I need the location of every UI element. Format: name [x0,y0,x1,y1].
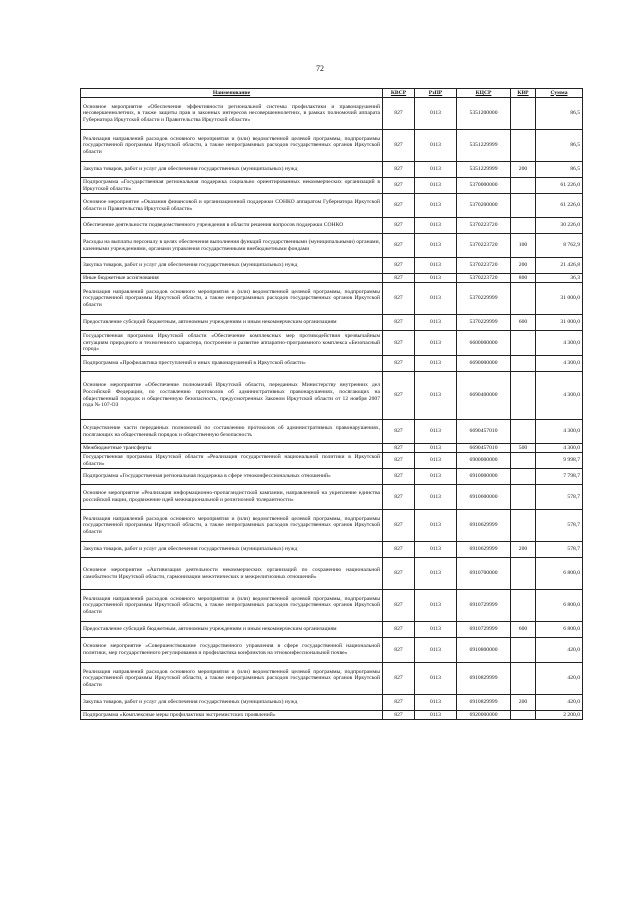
cell-kvsr: 827 [383,663,415,695]
cell-name: Обеспечение деятельности подведомственного учреждения в области решения вопросов поддержки СОНКО [81,218,383,234]
cell-kcsr: 5351200000 [457,98,511,130]
table-row [81,485,583,510]
table-row [81,542,583,558]
cell-kvr [511,510,536,542]
table-row [81,420,583,444]
cell-kvsr: 827 [383,274,415,283]
cell-rzpr: 0113 [415,453,457,469]
cell-kvsr: 827 [383,178,415,194]
cell-kcsr: 6910729999 [457,622,511,638]
cell-kvsr: 827 [383,194,415,218]
table-row [81,695,583,711]
col-header-rzpr: РзПР [415,89,457,98]
cell-kvsr: 827 [383,590,415,622]
cell-name: Подпрограмма «Государственная региональная поддержка в сфере этноконфессиональных отношений» [81,469,383,485]
cell-sum: 30 226,0 [536,218,583,234]
cell-name: Закупка товаров, работ и услуг для обеспечения государственных (муниципальных) нужд [81,542,383,558]
cell-kcsr: 6690400000 [457,372,511,420]
table-row [81,444,583,453]
cell-kvr [511,356,536,372]
cell-sum: 6 800,0 [536,558,583,590]
cell-kcsr: 6920000000 [457,711,511,720]
cell-kvsr: 827 [383,258,415,274]
cell-kvsr: 827 [383,218,415,234]
cell-kvr: 200 [511,162,536,178]
cell-kcsr: 5370229999 [457,283,511,315]
cell-rzpr: 0113 [415,178,457,194]
cell-sum: 7 798,7 [536,469,583,485]
cell-rzpr: 0113 [415,98,457,130]
table-row [81,283,583,315]
cell-rzpr: 0113 [415,258,457,274]
cell-rzpr: 0113 [415,162,457,178]
cell-rzpr: 0113 [415,372,457,420]
cell-name: Предоставление субсидий бюджетным, автономным учреждениям и иным некоммерческим организациям [81,622,383,638]
col-header-kcsr: КЦСР [457,89,511,98]
cell-kcsr: 6910629999 [457,542,511,558]
cell-kcsr: 5370223720 [457,218,511,234]
cell-kvr [511,194,536,218]
cell-name: Основное мероприятие «Активизация деятельности некоммерческих организаций по сохранению национальной самобытности Иркутской области, гармонизации межэтнических и межрелигиозных отношений» [81,558,383,590]
table-row [81,453,583,469]
cell-kvr [511,130,536,162]
cell-rzpr: 0113 [415,130,457,162]
cell-kvr [511,218,536,234]
cell-kvr [511,558,536,590]
cell-kvsr: 827 [383,331,415,356]
cell-sum: 420,0 [536,695,583,711]
cell-sum: 420,0 [536,638,583,663]
cell-kvsr: 827 [383,420,415,444]
cell-sum: 9 998,7 [536,453,583,469]
cell-kcsr: 5370223720 [457,258,511,274]
cell-kvr: 500 [511,444,536,453]
cell-kcsr: 5370223720 [457,234,511,258]
cell-name: Предоставление субсидий бюджетным, автономным учреждениям и иным некоммерческим организациям [81,315,383,331]
cell-name: Подпрограмма «Комплексные меры профилактики экстремистских проявлений» [81,711,383,720]
cell-kvsr: 827 [383,315,415,331]
cell-sum: 36,3 [536,274,583,283]
cell-sum: 8 762,9 [536,234,583,258]
table-row [81,372,583,420]
cell-rzpr: 0113 [415,663,457,695]
cell-sum: 4 300,0 [536,331,583,356]
cell-kvsr: 827 [383,695,415,711]
cell-kvr [511,98,536,130]
cell-kvsr: 827 [383,622,415,638]
cell-name: Основное мероприятие «Оказания финансовой и организационной поддержки СОНКО аппаратом Губернатора Иркутской области и Правительства Иркутской области» [81,194,383,218]
col-header-name: Наименование [81,89,383,98]
cell-sum: 4 300,0 [536,372,583,420]
cell-rzpr: 0113 [415,695,457,711]
table-row [81,622,583,638]
cell-kvsr: 827 [383,356,415,372]
table-row [81,638,583,663]
cell-kcsr: 5370000000 [457,178,511,194]
cell-kcsr: 6600000000 [457,331,511,356]
cell-kvr [511,590,536,622]
table-row [81,130,583,162]
table-body [81,98,583,720]
cell-sum: 578,7 [536,485,583,510]
cell-rzpr: 0113 [415,622,457,638]
cell-kvsr: 827 [383,453,415,469]
cell-kvr [511,283,536,315]
cell-kvr [511,663,536,695]
cell-kvr [511,638,536,663]
cell-kvr [511,485,536,510]
cell-name: Осуществление части переданных полномочий по составлению протоколов об административных правонарушениях, посягающих на общественный порядок и общественную безопасность [81,420,383,444]
cell-sum: 6 800,0 [536,622,583,638]
table-row [81,663,583,695]
cell-kvr: 800 [511,274,536,283]
cell-rzpr: 0113 [415,469,457,485]
table-row [81,469,583,485]
cell-kvr: 100 [511,234,536,258]
cell-kcsr: 6690000000 [457,356,511,372]
cell-sum: 6 800,0 [536,590,583,622]
cell-name: Закупка товаров, работ и услуг для обеспечения государственных (муниципальных) нужд [81,258,383,274]
table-row [81,98,583,130]
table-row [81,558,583,590]
cell-name: Межбюджетные трансферты [81,444,383,453]
cell-kvsr: 827 [383,283,415,315]
cell-sum: 420,0 [536,663,583,695]
cell-sum: 86,5 [536,130,583,162]
cell-sum: 4 300,0 [536,420,583,444]
cell-kvsr: 827 [383,98,415,130]
table-row [81,234,583,258]
cell-name: Реализация направлений расходов основного мероприятия и (или) ведомственной целевой программы, подпрограммы государственной программы Иркутской области, а также непрограммных расходов государственных органов Иркутской области [81,130,383,162]
cell-kcsr: 5370229999 [457,315,511,331]
table-row [81,711,583,720]
cell-rzpr: 0113 [415,283,457,315]
cell-kvsr: 827 [383,542,415,558]
cell-name: Иные бюджетные ассигнования [81,274,383,283]
cell-rzpr: 0113 [415,510,457,542]
cell-kvsr: 827 [383,558,415,590]
cell-rzpr: 0113 [415,590,457,622]
cell-rzpr: 0113 [415,331,457,356]
cell-name: Подпрограмма «Государственная региональная поддержка социально ориентированных некоммерческих организаций в Иркутской области» [81,178,383,194]
cell-kvr [511,420,536,444]
cell-kvr [511,178,536,194]
cell-kvr [511,331,536,356]
cell-kvr: 600 [511,622,536,638]
cell-rzpr: 0113 [415,638,457,663]
cell-kcsr: 6910600000 [457,485,511,510]
cell-sum: 4 300,0 [536,444,583,453]
cell-name: Основное мероприятие «Обеспечение эффективности региональной системы профилактики и правонарушений несовершеннолетних, в также защиты прав и законных интересов несовершеннолетних, в рамках полномочий аппарата Губернатора Иркутской области и Правительства Иркутской области» [81,98,383,130]
cell-kvsr: 827 [383,372,415,420]
cell-kvsr: 827 [383,234,415,258]
cell-kcsr: 6910000000 [457,469,511,485]
cell-kvr: 200 [511,695,536,711]
cell-kvsr: 827 [383,162,415,178]
budget-table [80,88,583,720]
cell-name: Реализация направлений расходов основного мероприятия и (или) ведомственной целевой программы, подпрограммы государственной программы Иркутской области, а также непрограммных расходов государственных органов Иркутской области [81,283,383,315]
cell-name: Закупка товаров, работ и услуг для обеспечения государственных (муниципальных) нужд [81,162,383,178]
cell-sum: 31 000,0 [536,315,583,331]
cell-kcsr: 6910829999 [457,695,511,711]
table-row [81,162,583,178]
cell-rzpr: 0113 [415,558,457,590]
cell-kcsr: 6690457010 [457,420,511,444]
cell-kcsr: 6900000000 [457,453,511,469]
cell-kvsr: 827 [383,711,415,720]
cell-kcsr: 6690457010 [457,444,511,453]
cell-kvr: 200 [511,542,536,558]
cell-kcsr: 5370200000 [457,194,511,218]
table-row [81,258,583,274]
cell-name: Реализация направлений расходов основного мероприятия и (или) ведомственной целевой программы, подпрограммы государственной программы Иркутской области, а также непрограммных расходов государственных органов Иркутской области [81,590,383,622]
cell-kvsr: 827 [383,130,415,162]
cell-name: Реализация направлений расходов основного мероприятия и (или) ведомственной целевой программы, подпрограммы государственной программы Иркутской области, а также непрограммных расходов государственных органов Иркутской области [81,663,383,695]
cell-sum: 31 000,0 [536,283,583,315]
cell-sum: 21 426,8 [536,258,583,274]
cell-name: Расходы на выплаты персоналу в целях обеспечения выполнения функций государственными (муниципальными) органами, казенными учреждениями, органами управления государственными внебюджетными фондами [81,234,383,258]
cell-sum: 4 300,0 [536,356,583,372]
cell-kcsr: 5351229999 [457,130,511,162]
cell-kcsr: 6910829999 [457,663,511,695]
cell-kvsr: 827 [383,469,415,485]
cell-rzpr: 0113 [415,444,457,453]
cell-rzpr: 0113 [415,234,457,258]
page-number: 72 [316,64,324,73]
col-header-kvsr: КВСР [383,89,415,98]
table-row [81,331,583,356]
cell-rzpr: 0113 [415,356,457,372]
cell-sum: 2 200,0 [536,711,583,720]
cell-sum: 86,5 [536,98,583,130]
table-row [81,590,583,622]
table-row [81,274,583,283]
table-row [81,178,583,194]
cell-sum: 578,7 [536,542,583,558]
cell-kcsr: 6910629999 [457,510,511,542]
cell-rzpr: 0113 [415,194,457,218]
cell-kcsr: 5370223720 [457,274,511,283]
cell-name: Государственная программа Иркутской области «Реализация государственной национальной политики в Иркутской области» [81,453,383,469]
cell-kvr: 600 [511,315,536,331]
cell-kvr: 200 [511,258,536,274]
cell-name: Государственная программа Иркутской области «Обеспечение комплексных мер противодействия чрезвычайным ситуациям природного и техногенного характера, построение и развитие аппаратно-программного комплекса «Безопасный город» [81,331,383,356]
cell-kvr [511,469,536,485]
table-row [81,194,583,218]
cell-kvsr: 827 [383,510,415,542]
cell-kvsr: 827 [383,485,415,510]
cell-sum: 86,5 [536,162,583,178]
col-header-sum: Сумма [536,89,583,98]
col-header-kvr: КВР [511,89,536,98]
cell-rzpr: 0113 [415,542,457,558]
cell-sum: 61 226,0 [536,178,583,194]
cell-name: Реализация направлений расходов основного мероприятия и (или) ведомственной целевой программы, подпрограммы государственной программы Иркутской области, а также непрограммных расходов государственных органов Иркутской области [81,510,383,542]
cell-rzpr: 0113 [415,485,457,510]
cell-kvsr: 827 [383,638,415,663]
cell-sum: 578,7 [536,510,583,542]
cell-kvsr: 827 [383,444,415,453]
cell-name: Закупка товаров, работ и услуг для обеспечения государственных (муниципальных) нужд [81,695,383,711]
cell-name: Основное мероприятие «Обеспечение полномочий Иркутской области, переданных Министерству внутренних дел Российской Федерации, по составлению протоколов об административных правонарушениях, посягающих на общественный порядок и общественную безопасность, предусмотренных Законом Иркутской области от 12 ноября 2007 года № 107-ОЗ [81,372,383,420]
table-header-row [81,89,583,98]
cell-rzpr: 0113 [415,420,457,444]
cell-kvr [511,372,536,420]
table-row [81,356,583,372]
table-row [81,218,583,234]
cell-kcsr: 6910700000 [457,558,511,590]
cell-rzpr: 0113 [415,315,457,331]
cell-kcsr: 6910729999 [457,590,511,622]
cell-name: Основное мероприятие «Совершенствование государственного управления в сфере государственной национальной политики, мер государственного регулирования и профилактика конфликтов на этноконфессиональной почве» [81,638,383,663]
cell-name: Основное мероприятие «Реализация информационно-пропагандистской кампании, направленной на укрепление единства российской нации, продвижение идей межнациональной и религиозной толерантности» [81,485,383,510]
table-row [81,315,583,331]
cell-rzpr: 0113 [415,218,457,234]
cell-rzpr: 0113 [415,711,457,720]
cell-kcsr: 5351229999 [457,162,511,178]
cell-sum: 61 226,0 [536,194,583,218]
cell-kcsr: 6910800000 [457,638,511,663]
table-row [81,510,583,542]
cell-name: Подпрограмма «Профилактика преступлений и иных правонарушений в Иркутской области» [81,356,383,372]
cell-kvr [511,453,536,469]
cell-rzpr: 0113 [415,274,457,283]
cell-kvr [511,711,536,720]
